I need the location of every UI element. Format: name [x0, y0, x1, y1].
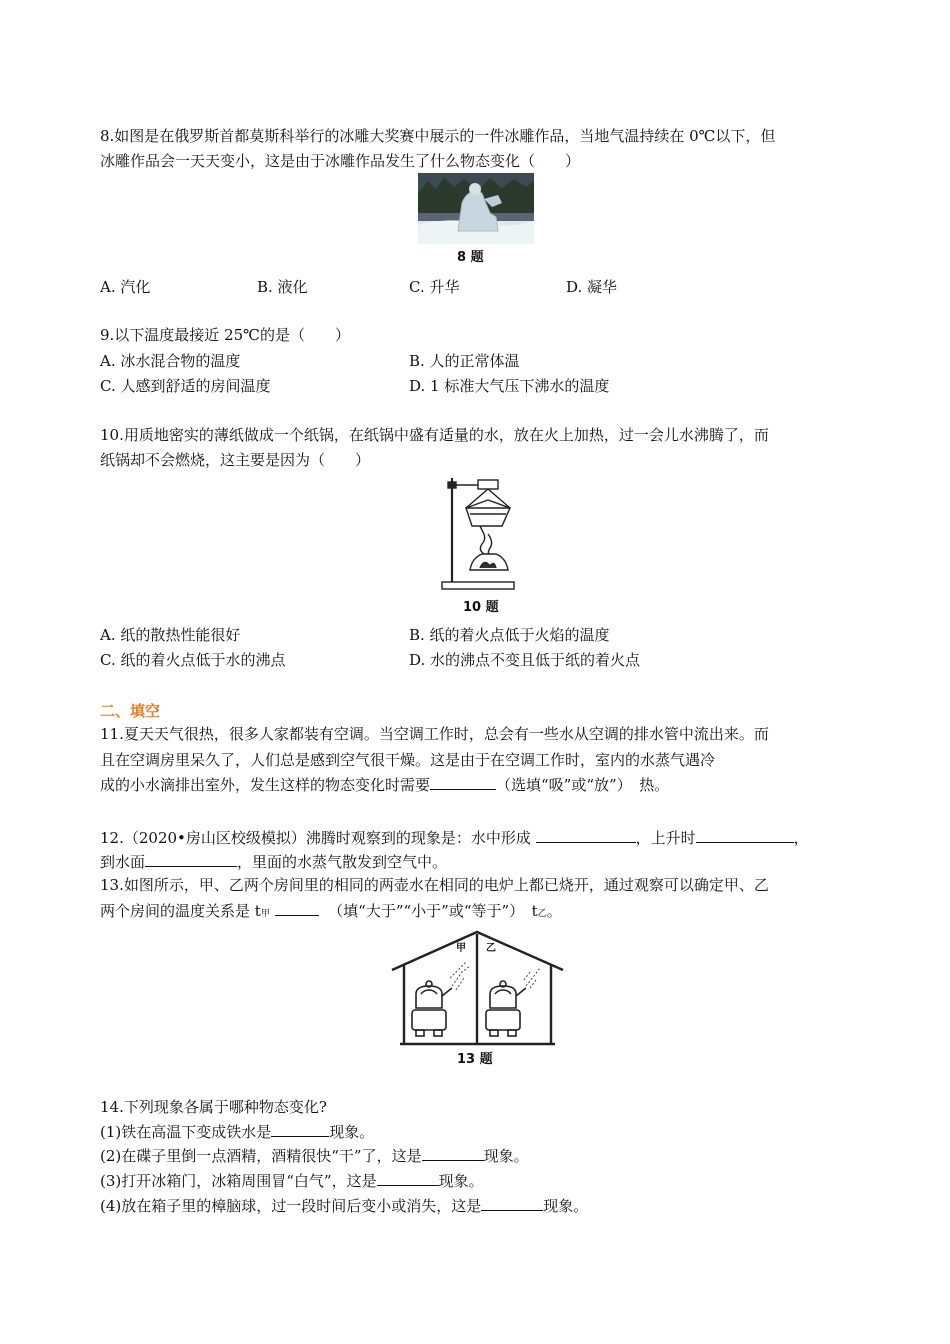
- paper-pot-apparatus-diagram: [440, 474, 520, 594]
- q11-line3-text: 成的小水滴排出室外，发生这样的物态变化时需要: [100, 776, 431, 794]
- q10-line1: 10.用质地密实的薄纸做成一个纸锅，在纸锅中盛有适量的水，放在火上加热，过一会儿水沸腾了，而: [100, 426, 769, 444]
- q13-line1: 13.如图所示，甲、乙两个房间里的相同的两壶水在相同的电炉上都已烧开，通过观察可以确定甲、乙: [100, 876, 769, 894]
- q12-line2-suffix: ，里面的水蒸气散发到空气中。: [237, 853, 448, 871]
- q13-line2: [100, 901, 562, 924]
- q13-line2-end: 。: [546, 902, 562, 920]
- q9-option-b: B. 人的正常体温: [409, 352, 520, 370]
- q14-item-2: [100, 1146, 529, 1166]
- room-label-jia: 甲: [456, 943, 466, 954]
- ice-sculpture-photo: [418, 173, 534, 244]
- q12-line1-end: ，: [793, 829, 809, 847]
- q8-figure-caption: 8 题: [457, 250, 484, 265]
- q8-line1: 8.如图是在俄罗斯首都莫斯科举行的冰雕大奖赛中展示的一件冰雕作品，当地气温持续在 0℃以下，但: [100, 127, 776, 145]
- q12-line1-mid: ，上升时: [635, 829, 696, 847]
- q13-sub-jia: 甲: [260, 909, 270, 919]
- q11-line1: 11.夏天天气很热，很多人家都装有空调。当空调工作时，总会有一些水从空调的排水管中流出来。而: [100, 725, 769, 743]
- q14-item-4: [100, 1196, 588, 1216]
- q14-item-1-suffix: 现象。: [329, 1123, 375, 1141]
- room-left-kettle: [412, 981, 452, 1036]
- q13-figure-caption: 13 题: [457, 1052, 493, 1067]
- q14-item-2-text: (2)在碟子里倒一点酒精，酒精很快“干”了，这是: [100, 1147, 422, 1165]
- q8-option-b: B. 液化: [257, 278, 308, 296]
- q14-item-3-suffix: 现象。: [438, 1172, 484, 1190]
- q12-blank-1[interactable]: [536, 828, 636, 843]
- q14-blank-3[interactable]: [377, 1171, 439, 1186]
- q12-line2: [100, 852, 447, 872]
- q14-item-1: [100, 1122, 374, 1142]
- q13-line2-text: 两个房间的温度关系是 t: [100, 902, 261, 920]
- q11-line2: 且在空调房里呆久了，人们总是感到空气很干燥。这是由于在空调工作时，室内的水蒸气遇冷: [100, 751, 716, 769]
- q8-line2: 冰雕作品会一天天变小，这是由于冰雕作品发生了什么物态变化（ ）: [100, 152, 581, 170]
- q14-item-2-suffix: 现象。: [483, 1147, 529, 1165]
- q13-line2-mid: （填“大于”“小于”或“等于”） t: [328, 902, 538, 920]
- q11-line3-suffix: （选填“吸”或“放”） 热。: [496, 776, 670, 794]
- q14-item-3: [100, 1171, 484, 1191]
- q11-answer-blank[interactable]: [430, 775, 496, 790]
- q14-item-1-text: (1)铁在高温下变成铁水是: [100, 1123, 272, 1141]
- q12-blank-2[interactable]: [696, 828, 794, 843]
- q10-line2: 纸锅却不会燃烧，这主要是因为（ ）: [100, 451, 371, 469]
- q8-option-a: A. 汽化: [100, 278, 151, 296]
- q14-blank-2[interactable]: [422, 1146, 484, 1161]
- q9-stem: 9.以下温度最接近 25℃的是（ ）: [100, 326, 350, 344]
- room-label-yi: 乙: [486, 943, 496, 954]
- room-right-kettle: [486, 981, 526, 1036]
- q12-line1: [100, 828, 809, 848]
- q11-line3: [100, 775, 669, 795]
- q14-stem: 14.下列现象各属于哪种物态变化?: [100, 1098, 327, 1116]
- q8-option-c: C. 升华: [409, 278, 460, 296]
- q14-blank-1[interactable]: [271, 1122, 329, 1137]
- q12-line2-text: 到水面: [100, 853, 146, 871]
- q14-item-4-text: (4)放在箱子里的樟脑球，过一段时间后变小或消失，这是: [100, 1197, 482, 1215]
- q12-blank-3[interactable]: [145, 852, 237, 867]
- q14-item-4-suffix: 现象。: [543, 1197, 589, 1215]
- q14-item-3-text: (3)打开冰箱门，冰箱周围冒“白气”，这是: [100, 1172, 377, 1190]
- q13-sub-yi: 乙: [537, 909, 547, 919]
- q9-option-d: D. 1 标准大气压下沸水的温度: [409, 377, 610, 395]
- section-title-fill-in: 二、填空: [100, 702, 161, 720]
- q8-option-d: D. 凝华: [566, 278, 618, 296]
- q10-option-d: D. 水的沸点不变且低于纸的着火点: [409, 651, 641, 669]
- q12-line1-text: 12.（2020•房山区校级模拟）沸腾时观察到的现象是：水中形成: [100, 829, 536, 847]
- q10-figure-caption: 10 题: [463, 600, 499, 615]
- q10-option-b: B. 纸的着火点低于火焰的温度: [409, 626, 610, 644]
- q9-option-a: A. 冰水混合物的温度: [100, 352, 241, 370]
- q14-blank-4[interactable]: [481, 1196, 543, 1211]
- two-rooms-kettle-diagram: [390, 928, 565, 1046]
- q10-option-c: C. 纸的着火点低于水的沸点: [100, 651, 286, 669]
- q9-option-c: C. 人感到舒适的房间温度: [100, 377, 271, 395]
- q13-answer-blank[interactable]: [275, 901, 319, 916]
- q10-option-a: A. 纸的散热性能很好: [100, 626, 241, 644]
